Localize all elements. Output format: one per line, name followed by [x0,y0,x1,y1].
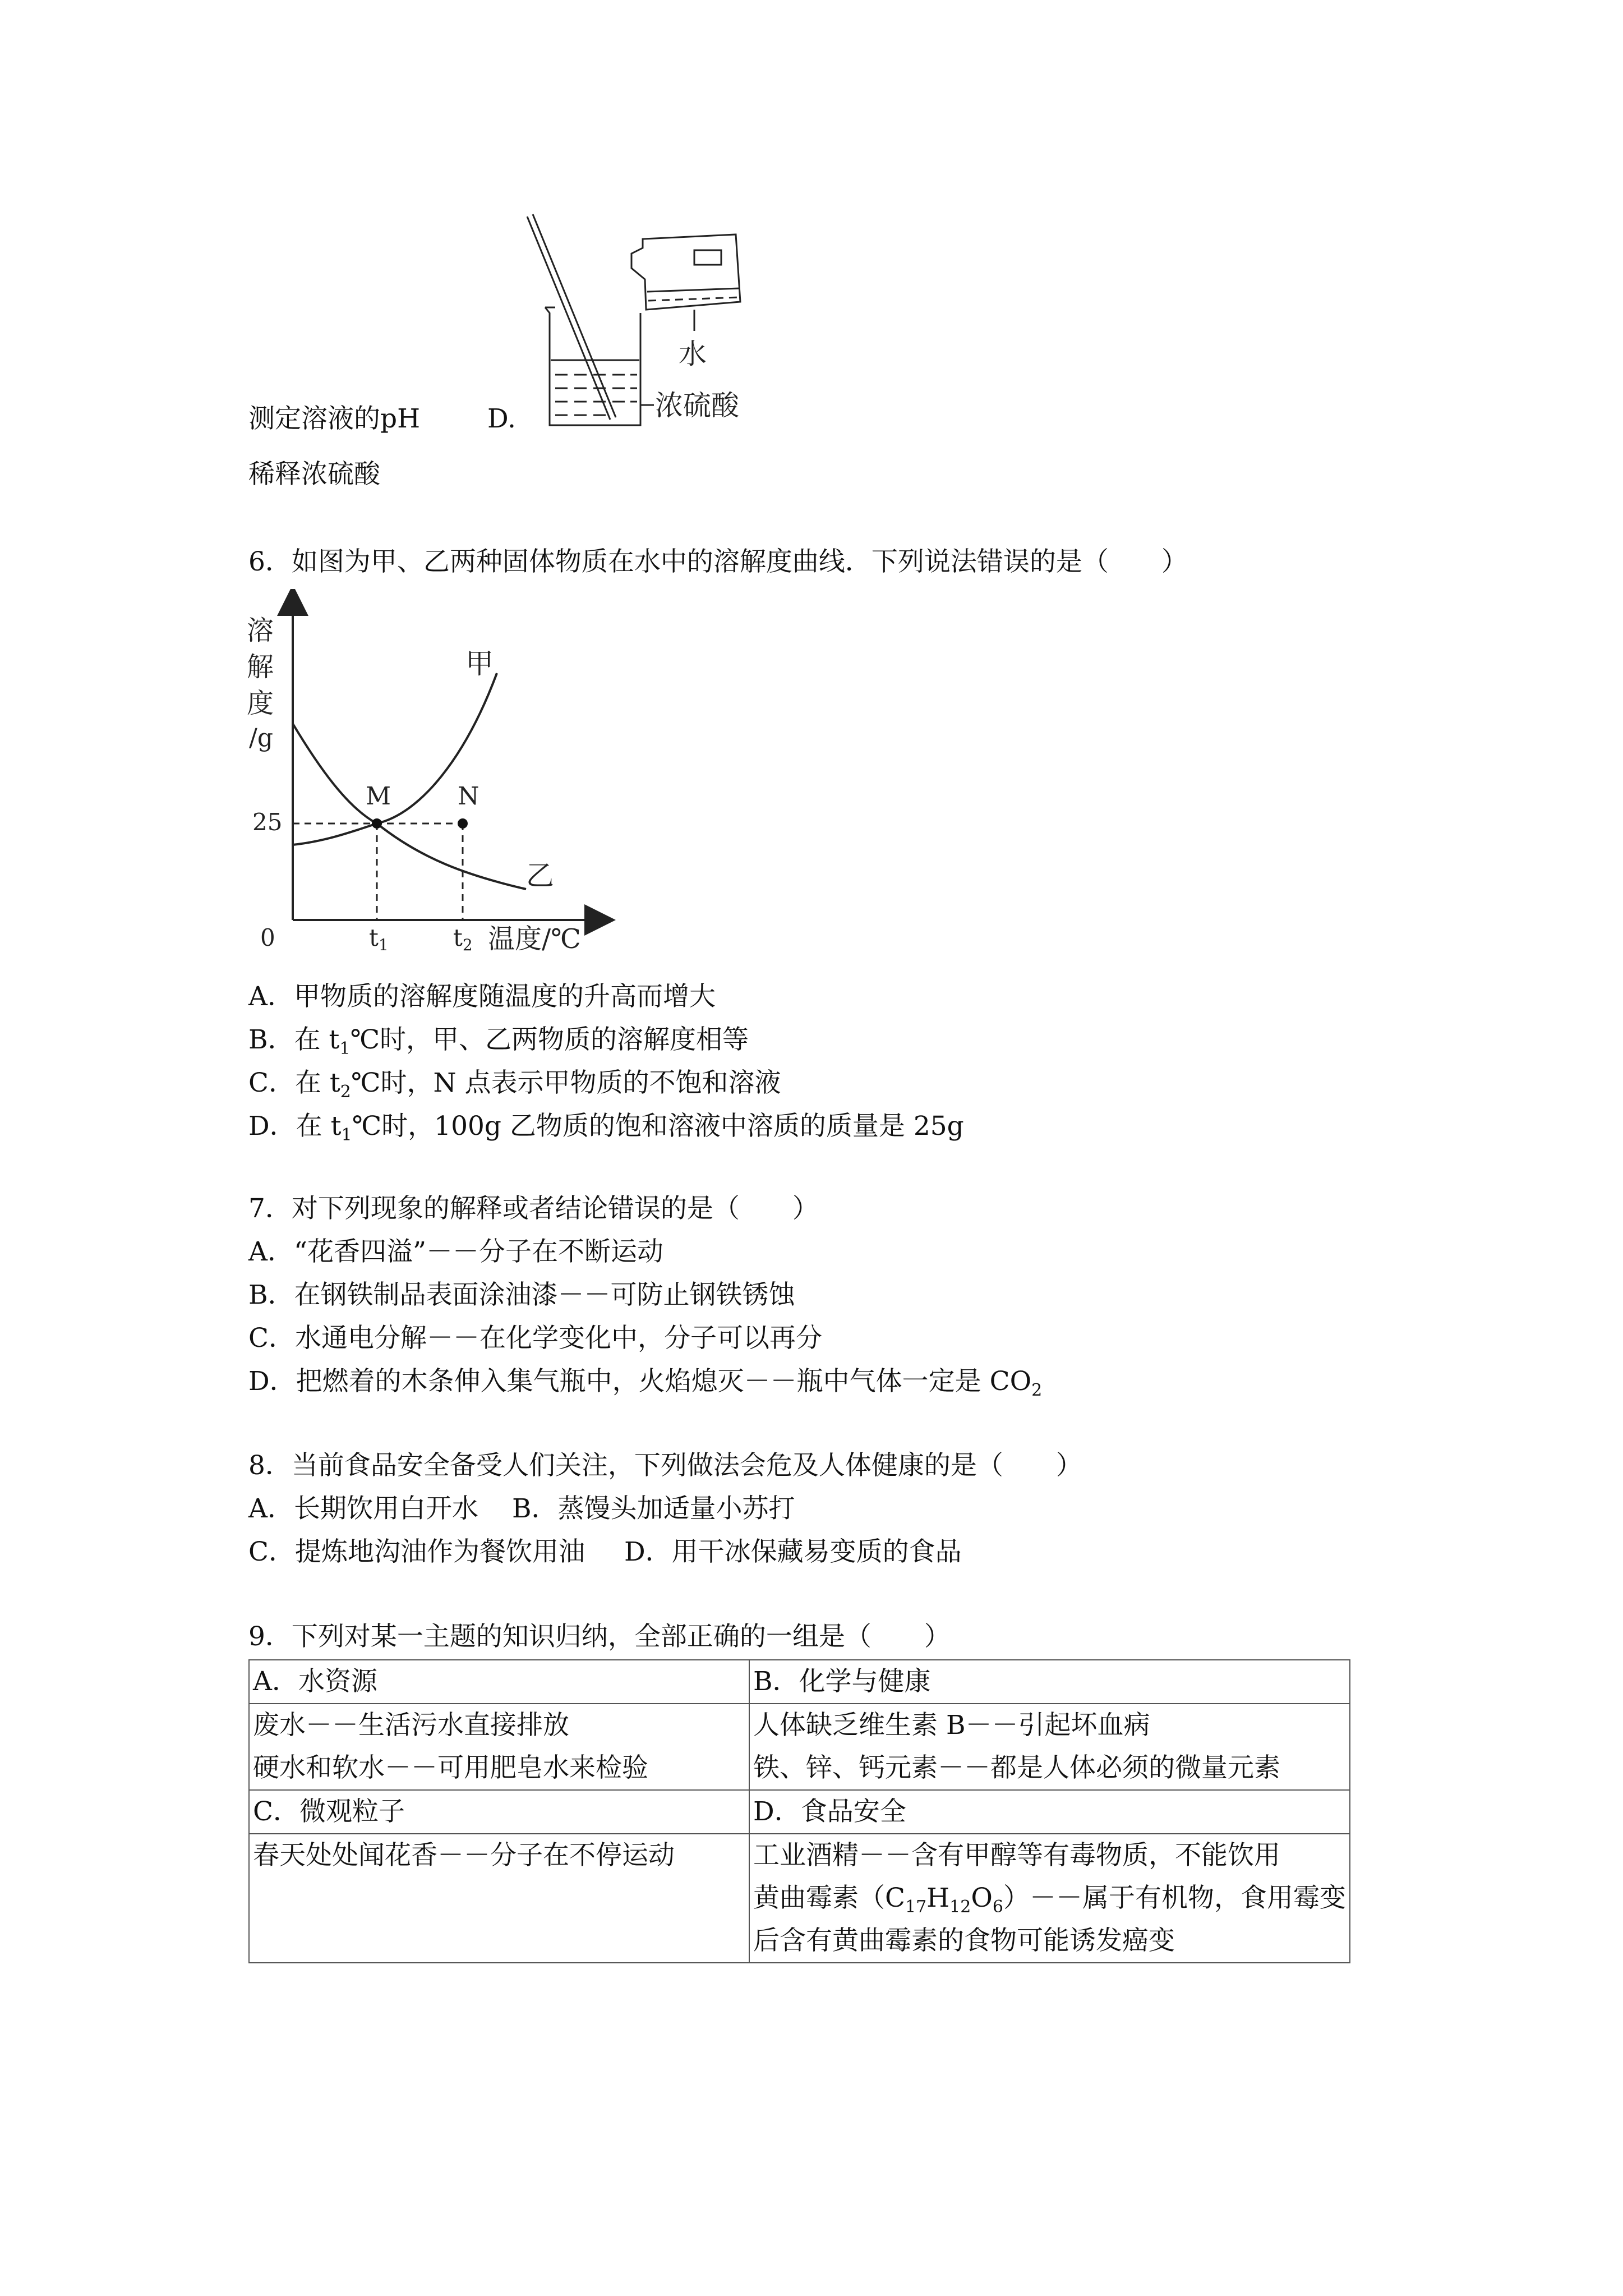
q5-option-d-caption: 稀释浓硫酸 [248,459,380,490]
cell-d-content: 工业酒精－－含有甲醇等有毒物质，不能饮用 黄曲霉素$(C_{17}H_{12}O_6)--$属于有机物，食用霉变 后含有黄曲霉素的食物可能诱发癌变 [749,1834,1350,1963]
concentrated-acid-label: 浓硫酸 [655,389,739,422]
guide-lines [293,823,463,920]
q8-stem: 8．当前食品安全备受人们关注，下列做法会危及人体健康的是（ ） [248,1450,1082,1481]
q8-options-row-1 [248,1492,795,1526]
q6-option-a: A．甲物质的溶解度随温度的升高而增大 [248,981,716,1012]
q6-option-b: B．在 $t_1℃$时，甲、乙两物质的溶解度相等 [248,1024,749,1059]
cell-a-content: 废水－－生活污水直接排放 硬水和软水－－可用肥皂水来检验 [249,1704,749,1790]
q8-option-a: A．长期饮用白开水 [248,1493,478,1524]
q9-stem: 9．下列对某一主题的知识归纳，全部正确的一组是（ ） [248,1621,951,1652]
q7-option-b: B．在钢铁制品表面涂油漆－－可防止钢铁锈蚀 [248,1280,795,1310]
q5-option-c-label: 测定溶液的pH [248,403,421,434]
q7-stem: 7．对下列现象的解释或者结论错误的是（ ） [248,1193,819,1224]
table-row [249,1790,1350,1834]
q7-option-d: D．把燃着的木条伸入集气瓶中，火焰熄灭－－瓶中气体一定是 $CO_2$ [248,1366,1043,1400]
aflatoxin-formula-line: 黄曲霉素$(C_{17}H_{12}O_6)--$属于有机物，食用霉变 [753,1883,1346,1917]
curve-yi [293,823,526,889]
q8-option-d: D．用干冰保藏易变质的食品 [624,1536,962,1567]
pouring-bottle-icon [631,234,740,310]
curve-yi-label: 乙 [526,859,554,892]
water-label: 水 [679,338,707,370]
q8-option-b: B．蒸馒头加适量小苏打 [511,1493,795,1524]
y-tick-25: 25 [252,808,283,836]
table-row [249,1704,1350,1790]
origin-label: 0 [260,924,275,951]
q6-stem: 6．如图为甲、乙两种固体物质在水中的溶解度曲线．下列说法错误的是（ ） [248,546,1188,577]
cell-d-title: D．食品安全 [749,1790,1350,1834]
cell-c-content: 春天处处闻花香－－分子在不停运动 [249,1834,749,1963]
cell-b-content: 人体缺乏维生素 B－－引起坏血病 铁、锌、钙元素－－都是人体必须的微量元素 [749,1704,1350,1790]
curve-jia-label: 甲 [465,647,494,680]
x-tick-t1: t1 [369,924,389,954]
solubility-curve-figure [241,589,623,965]
q8-option-c: C．提炼地沟油作为餐饮用油 [248,1536,585,1567]
point-n [458,818,468,829]
q5-option-d-marker: D. [487,403,516,434]
beaker-shape [545,307,640,425]
q6-option-c: C．在 $t_2℃$时，N 点表示甲物质的不饱和溶液 [248,1068,781,1102]
y-axis-label-char-1: 溶 [247,615,274,646]
point-m-label: M [366,782,391,811]
q8-options-row-2 [248,1535,962,1569]
y-axis-label-char-3: 度 [247,688,274,719]
q7-option-c: C．水通电分解－－在化学变化中，分子可以再分 [248,1323,822,1354]
point-n-label: N [458,782,479,811]
cell-c-title: C．微观粒子 [249,1790,749,1834]
q5-option-c-text [248,402,516,436]
point-m [372,818,382,829]
y-axis-label-char-2: 解 [247,651,274,683]
q9-knowledge-table [248,1659,1350,1963]
cell-a-title: A．水资源 [249,1660,749,1704]
q6-option-d: D．在 $t_1℃$时，100g 乙物质的饱和溶液中溶质的质量是 25g [248,1111,964,1145]
table-row [249,1660,1350,1704]
table-row [249,1834,1350,1963]
cell-b-title: B．化学与健康 [749,1660,1350,1704]
x-axis-label: 温度/℃ [488,923,581,955]
x-tick-t2: t2 [453,924,473,954]
dilute-sulfuric-acid-figure [516,213,774,438]
q7-option-a: A．“花香四溢”－－分子在不断运动 [248,1236,663,1267]
y-axis-label-char-4: /g [249,724,273,752]
